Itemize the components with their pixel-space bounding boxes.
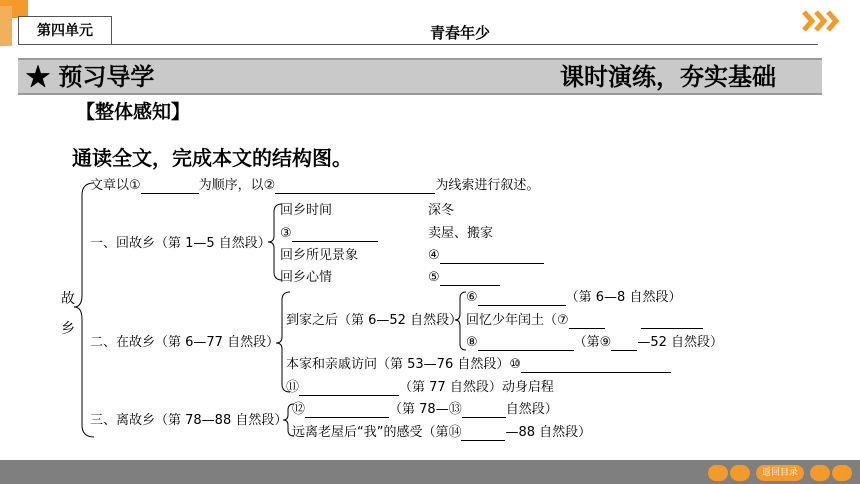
- header-decoration-strip: [0, 6, 12, 46]
- last-page-button[interactable]: [832, 465, 852, 481]
- root-brace: [74, 183, 94, 437]
- section-heading: 【整体感知】: [76, 101, 191, 123]
- part2-sub1: 到家之后（第 6—52 自然段）: [286, 313, 463, 328]
- part1-item-4: 回乡心情: [280, 270, 333, 285]
- first-page-button[interactable]: [708, 465, 728, 481]
- lesson-title: 青春年少: [429, 24, 490, 42]
- unit-tab: 第四单元: [18, 16, 112, 45]
- part2-sub3: ⑪ （第 77 自然段）动身启程: [286, 380, 554, 395]
- part1-value-3: ④: [428, 248, 544, 264]
- part2-sub1-a: ⑥ （第 6—8 自然段）: [466, 290, 682, 305]
- diagram-line-0: 文章以① 为顺序，以② 为线索进行叙述。: [90, 178, 540, 193]
- header-divider: [18, 44, 818, 45]
- band-title-right: 课时演练，夯实基础: [560, 62, 776, 91]
- part3-item-1: ⑫ （第 78—⑬ 自然段）: [292, 402, 558, 417]
- part1-item-2: ③: [280, 226, 378, 242]
- part1-value-4: ⑤: [428, 270, 500, 286]
- part2-label: 二、在故乡（第 6—77 自然段）: [90, 335, 280, 350]
- part3-item-2: 远离老屋后“我”的感受（第⑭ —88 自然段）: [292, 425, 592, 440]
- prev-page-button[interactable]: [730, 465, 750, 481]
- next-page-icon[interactable]: [800, 8, 848, 34]
- part2-sub1-b: 回忆少年闰土（⑦: [466, 313, 703, 329]
- part1-item-3: 回乡所见景象: [280, 248, 359, 263]
- next-page-button[interactable]: [810, 465, 830, 481]
- band-title-left: ★ 预习导学: [26, 62, 155, 91]
- part1-value-1: 深冬: [428, 203, 455, 218]
- part2-sub1-c: ⑧ （第⑨ —52 自然段）: [466, 335, 723, 350]
- part1-item-1: 回乡时间: [280, 203, 333, 218]
- back-to-contents-button[interactable]: 返回目录: [756, 465, 804, 481]
- instruction-text: 通读全文，完成本文的结构图。: [72, 146, 352, 170]
- root-label: 故乡: [61, 291, 75, 337]
- part1-label: 一、回故乡（第 1—5 自然段）: [90, 236, 271, 251]
- part1-value-2: 卖屋、搬家: [428, 226, 494, 241]
- part2-sub2: 本家和亲戚访问（第 53—76 自然段）⑩: [286, 357, 671, 373]
- part3-label: 三、离故乡（第 78—88 自然段）: [90, 413, 288, 428]
